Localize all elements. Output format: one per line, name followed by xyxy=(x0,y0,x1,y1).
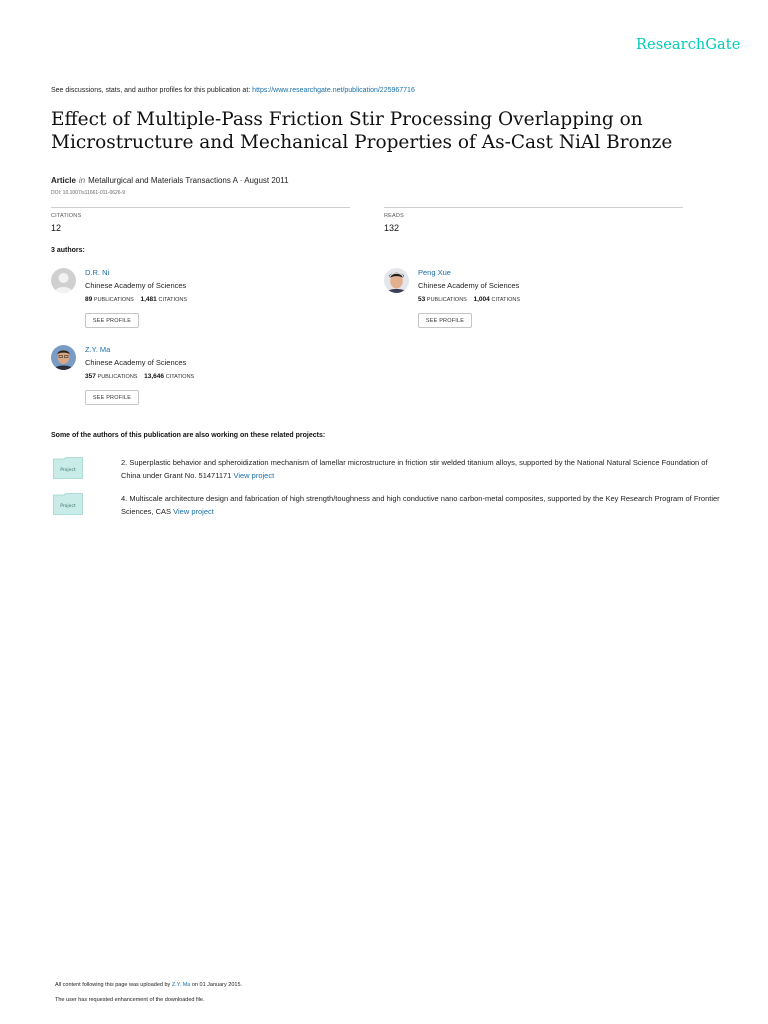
author-publications-count: 89 xyxy=(85,296,93,303)
author-name-link[interactable]: Z.Y. Ma xyxy=(85,345,111,354)
upload-note xyxy=(55,982,242,988)
paper-title: Effect of Multiple-Pass Friction Stir Processing Overlapping on Microstructure and Mechanical Properties of As-Cast NiAl Bronze xyxy=(51,109,673,153)
related-projects-heading: Some of the authors of this publication are also working on these related projects: xyxy=(51,432,326,439)
author-citations-label: CITATIONS xyxy=(165,374,195,380)
author-institution: Chinese Academy of Sciences xyxy=(85,281,187,290)
related-project-item xyxy=(121,492,721,518)
see-profile-button[interactable]: SEE PROFILE xyxy=(85,390,139,405)
author-avatar-default[interactable] xyxy=(51,268,76,293)
journal-date: Metallurgical and Materials Transactions A · August 2011 xyxy=(88,176,289,185)
author-institution: Chinese Academy of Sciences xyxy=(418,281,520,290)
project-folder-icon xyxy=(53,493,83,515)
reads-divider xyxy=(384,207,683,208)
author-institution: Chinese Academy of Sciences xyxy=(85,358,187,367)
author-publications-label: PUBLICATIONS xyxy=(97,374,138,380)
article-type: Article xyxy=(51,176,76,185)
author-publications-count: 53 xyxy=(418,296,426,303)
citations-divider xyxy=(51,207,350,208)
author-name-link[interactable]: D.R. Ni xyxy=(85,268,110,277)
author-stats xyxy=(418,296,525,303)
author-citations-label: CITATIONS xyxy=(158,297,187,303)
project-description: 4. Multiscale architecture design and fabrication of high strength/toughness and high conductive nano carbon-metal composites, supported by the Key Research Program of Frontier Sciences, CAS xyxy=(121,494,720,516)
author-photo-portrait xyxy=(384,268,409,293)
citations-value: 12 xyxy=(51,223,62,233)
author-stats xyxy=(85,296,192,303)
see-profile-button[interactable]: SEE PROFILE xyxy=(85,313,139,328)
citations-label: CITATIONS xyxy=(51,213,82,219)
project-icon-label: Project xyxy=(60,468,76,473)
author-citations-count: 1,004 xyxy=(473,296,490,303)
author-publications-count: 357 xyxy=(85,373,96,380)
author-name-link[interactable]: Peng Xue xyxy=(418,268,451,277)
reads-label: READS xyxy=(384,213,404,219)
view-project-link[interactable]: View project xyxy=(173,507,214,516)
discussion-prefix: See discussions, stats, and author profiles for this publication at: xyxy=(51,87,253,94)
author-citations-count: 1,481 xyxy=(140,296,157,303)
author-publications-label: PUBLICATIONS xyxy=(426,297,467,303)
author-photo[interactable] xyxy=(384,268,409,293)
doi: DOI: 10.1007/s11661-011-0626-9 xyxy=(51,190,126,196)
project-icon-label: Project xyxy=(60,504,76,509)
enhancement-note: The user has requested enhancement of the downloaded file. xyxy=(55,997,205,1003)
author-photo[interactable] xyxy=(51,345,76,370)
authors-heading: 3 authors: xyxy=(51,247,85,254)
project-folder-icon xyxy=(53,457,83,479)
see-profile-button[interactable]: SEE PROFILE xyxy=(418,313,472,328)
author-citations-count: 13,646 xyxy=(144,373,165,380)
uploader-link[interactable]: Z.Y. Ma xyxy=(171,982,191,988)
in-word: in xyxy=(78,176,86,185)
view-project-link[interactable]: View project xyxy=(233,471,275,480)
upload-prefix: All content following this page was uploaded by xyxy=(55,982,172,988)
discussion-line xyxy=(51,87,415,94)
upload-suffix: on 01 January 2015. xyxy=(190,982,243,988)
related-project-item xyxy=(121,456,721,482)
reads-value: 132 xyxy=(384,223,400,233)
article-meta xyxy=(51,176,289,185)
author-stats xyxy=(85,373,199,380)
author-citations-label: CITATIONS xyxy=(491,297,520,303)
researchgate-logo[interactable]: ResearchGate xyxy=(636,37,741,53)
project-description: 2. Superplastic behavior and spheroidization mechanism of lamellar microstructure in friction stir welded titanium alloys, supported by the National Natural Science Foundation of China under Grant No. 51471171 xyxy=(121,458,708,480)
author-publications-label: PUBLICATIONS xyxy=(93,297,134,303)
publication-url-link[interactable]: https://www.researchgate.net/publication/225967716 xyxy=(252,87,415,94)
author-photo-portrait xyxy=(51,345,76,370)
person-silhouette-icon xyxy=(51,268,76,293)
